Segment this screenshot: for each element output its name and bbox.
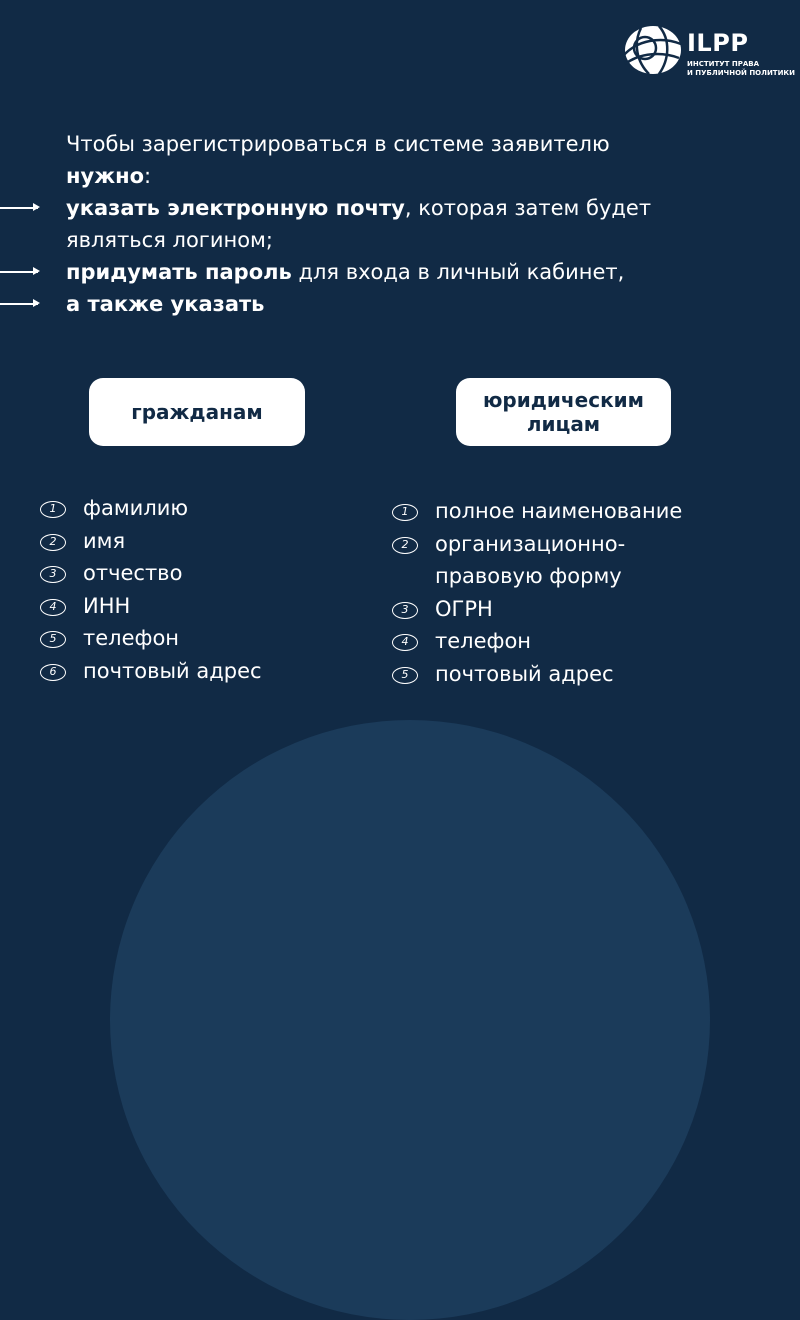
logo-title: ILPP: [687, 29, 749, 57]
list-item: [40, 557, 262, 590]
ilpp-logo-mark-icon: [619, 22, 683, 78]
list-item-text: имя: [83, 528, 126, 553]
list-item: [392, 528, 682, 593]
citizens-list: [40, 492, 262, 687]
list-item: [392, 625, 682, 658]
list-item-text: почтовый адрес: [83, 658, 262, 683]
intro-item-email-rest: , которая затем будет: [404, 196, 652, 220]
list-item-text: полное наименование: [435, 499, 683, 523]
list-item-text: организационно-: [435, 531, 626, 556]
ilpp-logo: [619, 22, 795, 78]
number-circle-icon: 5: [392, 667, 418, 684]
number-circle-icon: 1: [392, 504, 418, 521]
intro-item-email-cont: являться логином;: [66, 228, 273, 252]
number-circle-icon: 4: [40, 599, 66, 616]
list-item: [40, 590, 262, 623]
list-item-text: фамилию: [83, 496, 189, 520]
number-circle-icon: 2: [40, 534, 66, 551]
intro-item-password: [66, 256, 766, 288]
list-item: [40, 492, 262, 525]
list-item: [392, 658, 682, 691]
number-circle-icon: 1: [40, 501, 66, 518]
list-item-text: отчество: [83, 561, 183, 585]
list-item-text: ИНН: [83, 593, 131, 618]
list-item: [40, 655, 262, 688]
intro-item-email: [66, 192, 766, 224]
number-circle-icon: 3: [392, 602, 418, 619]
intro-item-also: [66, 288, 766, 320]
intro-item-password-bold: придумать пароль: [66, 260, 292, 284]
intro-text: [66, 128, 766, 320]
legal-card-line1: юридическим: [482, 388, 645, 412]
intro-line1: Чтобы зарегистрироваться в системе заявителю: [66, 132, 610, 156]
logo-text: [687, 22, 795, 78]
legal-entities-card: [456, 378, 671, 446]
list-item-text-cont: правовую форму: [435, 564, 622, 588]
intro-line2: [66, 160, 766, 192]
list-item-text: почтовый адрес: [435, 661, 614, 686]
intro-item-password-rest: для входа в личный кабинет,: [291, 260, 625, 284]
intro-item-email-bold: указать электронную почту: [66, 196, 405, 220]
legal-entities-list: [392, 495, 682, 690]
list-item: [40, 525, 262, 558]
logo-subtitle-line2: И ПУБЛИЧНОЙ ПОЛИТИКИ: [687, 69, 796, 77]
arrow-right-icon: [0, 207, 38, 209]
number-circle-icon: 5: [40, 631, 66, 648]
background-arc: [110, 720, 710, 1320]
number-circle-icon: 6: [40, 664, 66, 681]
arrow-right-icon: [0, 271, 38, 273]
list-item: [392, 593, 682, 626]
intro-item-also-bold: а также указать: [66, 292, 265, 316]
legal-card-line2: лицам: [526, 412, 601, 436]
list-item-text: телефон: [435, 629, 532, 653]
citizens-card-label: гражданам: [131, 400, 263, 424]
list-item-text: ОГРН: [435, 596, 493, 621]
number-circle-icon: 3: [40, 566, 66, 583]
number-circle-icon: 2: [392, 537, 418, 554]
arrow-right-icon: [0, 303, 38, 305]
logo-subtitle-line1: ИНСТИТУТ ПРАВА: [687, 60, 760, 68]
citizens-card: [89, 378, 305, 446]
list-item: [40, 622, 262, 655]
number-circle-icon: 4: [392, 634, 418, 651]
legal-entities-card-label: [483, 388, 644, 436]
intro-need-bold: нужно: [66, 164, 145, 188]
list-item-text: телефон: [83, 626, 180, 650]
list-item: [392, 495, 682, 528]
intro-colon: :: [144, 164, 152, 188]
